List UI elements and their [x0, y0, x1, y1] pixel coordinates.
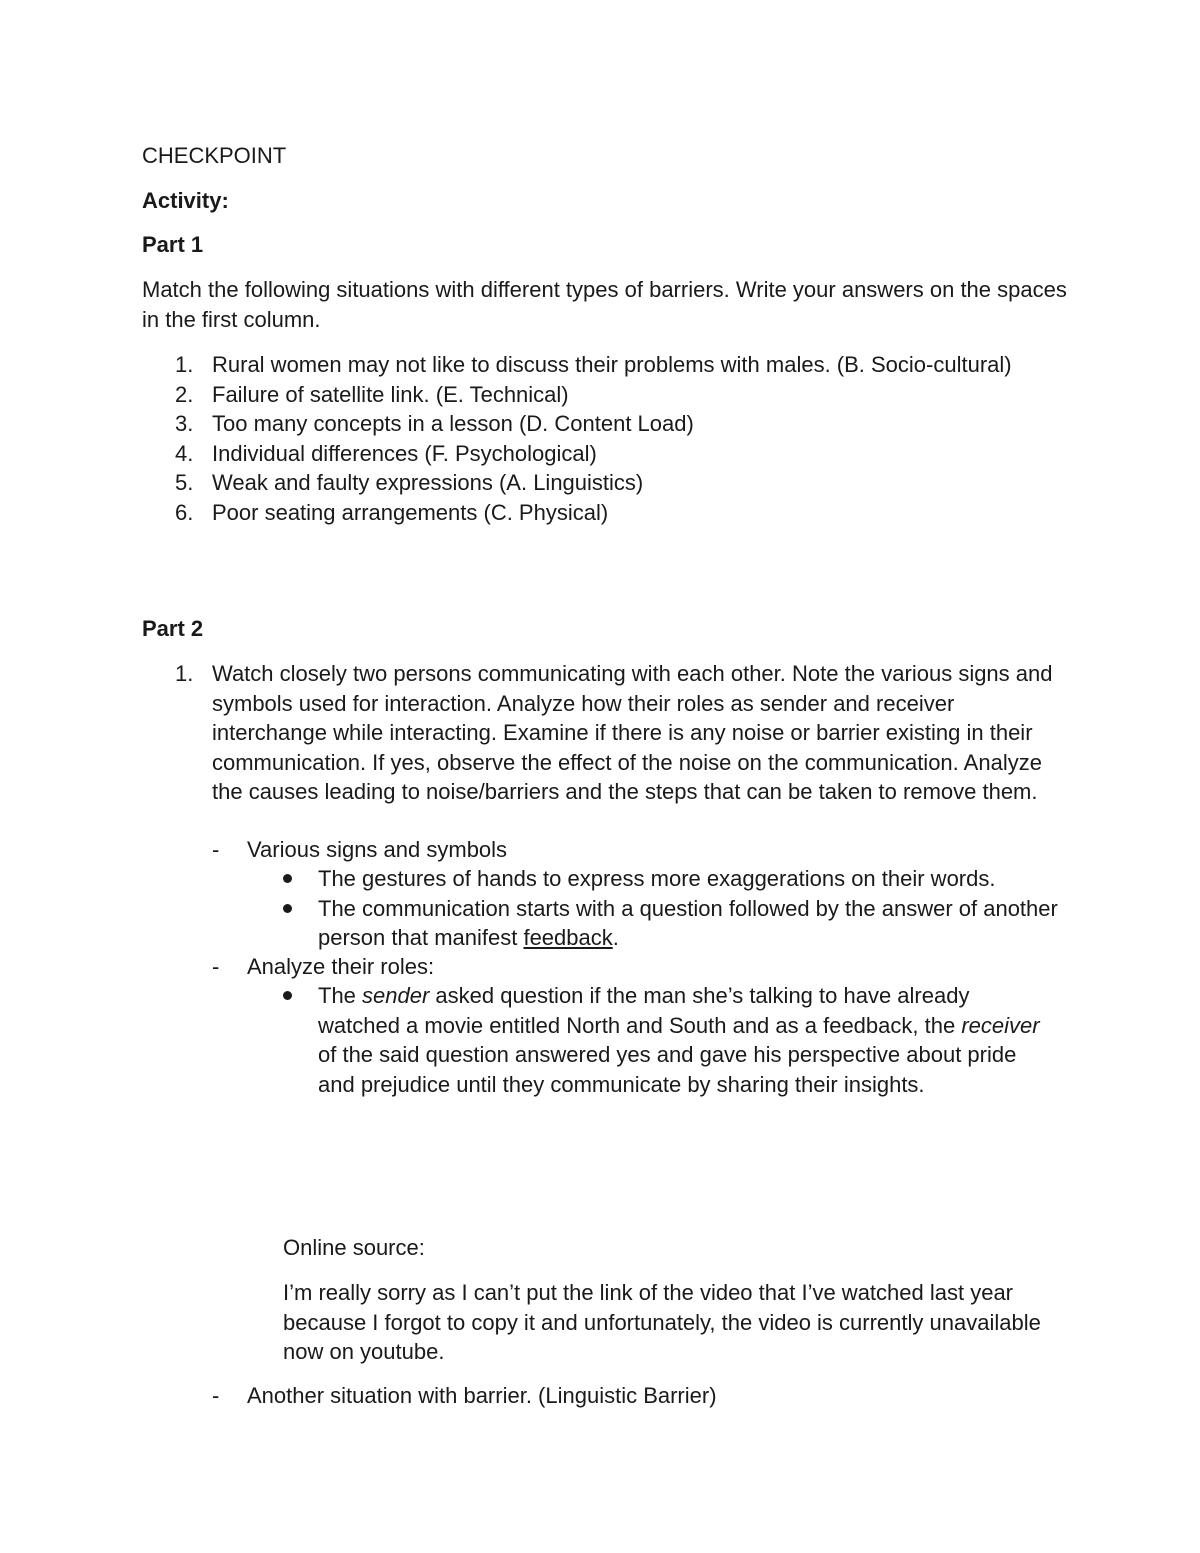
signs-bullet-list: [283, 864, 1063, 953]
list-item: [142, 439, 1022, 469]
list-number: 6.: [175, 499, 194, 525]
bullet-text: The: [318, 983, 363, 1008]
list-number: 5.: [175, 470, 194, 495]
online-source-label: Online source:: [283, 1235, 425, 1260]
list-number: 3.: [175, 411, 194, 436]
list-item: [142, 350, 1022, 380]
list-number: 1.: [175, 352, 194, 377]
dash-marker: -: [212, 837, 220, 862]
another-situation-text: Another situation with barrier. (Linguistic Barrier): [247, 1383, 717, 1408]
sender-italic: sender: [362, 983, 430, 1008]
bullet-text: The gestures of hands to express more exaggerations on their words.: [318, 866, 996, 891]
list-item-text: Rural women may not like to discuss their problems with males. (B. Socio-cultural): [212, 352, 1012, 377]
roles-bullet-list: [283, 981, 1053, 1099]
bullet-icon: [283, 874, 292, 883]
list-item: [142, 409, 1022, 439]
part1-instructions: Match the following situations with different types of barriers. Write your answers on the spaces in the first column.: [142, 277, 1067, 332]
list-item: [142, 468, 1022, 498]
activity-label: Activity:: [142, 188, 229, 213]
bullet-item: [283, 981, 1053, 1099]
list-item-text: Weak and faulty expressions (A. Linguistics): [212, 470, 644, 495]
dash-marker: -: [212, 954, 220, 979]
document-title: CHECKPOINT: [142, 143, 287, 168]
list-item-text: Poor seating arrangements (C. Physical): [212, 499, 609, 525]
list-number: 1.: [175, 661, 194, 686]
list-item: [142, 659, 1062, 807]
bullet-text-end: of the said question answered yes and gave his perspective about pride and prejudice until they communicate by sharing their insights.: [318, 1042, 1017, 1097]
bullet-text: The communication starts with a question followed by the answer of another person that manifest: [318, 895, 1058, 950]
part1-list: [142, 350, 1022, 527]
list-item-text: Individual differences (F. Psychological): [212, 440, 597, 466]
feedback-underlined: feedback: [523, 925, 613, 950]
bullet-icon: [283, 904, 292, 913]
bullet-text-end: .: [612, 925, 619, 950]
part1-heading: Part 1: [142, 232, 204, 257]
bullet-item: [283, 864, 1063, 894]
online-source-text: I’m really sorry as I can’t put the link of the video that I’ve watched last year because I forgot to copy it and unfortunately, the video is currently unavailable now on youtube.: [283, 1280, 1041, 1364]
roles-heading-text: Analyze their roles:: [247, 954, 435, 979]
list-item-text: Watch closely two persons communicating with each other. Note the various signs and symbols used for interaction. Analyze how their roles as sender and receiver interchange while interacting. Examine if there is any noise or barrier existing in their communication. If yes, observe the effect of the noise on the communication. Analyze the causes leading to noise/barriers and the steps that can be taken to remove them.: [212, 661, 1053, 804]
list-item-text: Too many concepts in a lesson (D. Content Load): [212, 411, 694, 436]
part2-list: [142, 659, 1062, 807]
list-item: [142, 498, 1022, 528]
list-number: 2.: [175, 381, 194, 407]
bullet-item: [283, 894, 1063, 953]
receiver-italic: receiver: [961, 1012, 1040, 1038]
list-number: 4.: [175, 440, 194, 466]
list-item: [142, 380, 1022, 410]
bullet-text-mid: asked question if the man she’s talking to have already watched a movie entitled North and South and as a feedback, the: [318, 983, 970, 1038]
signs-heading-text: Various signs and symbols: [247, 837, 508, 862]
part2-heading: Part 2: [142, 616, 204, 641]
dash-marker: -: [212, 1383, 220, 1408]
list-item-text: Failure of satellite link. (E. Technical): [212, 381, 569, 407]
bullet-icon: [283, 991, 292, 1000]
